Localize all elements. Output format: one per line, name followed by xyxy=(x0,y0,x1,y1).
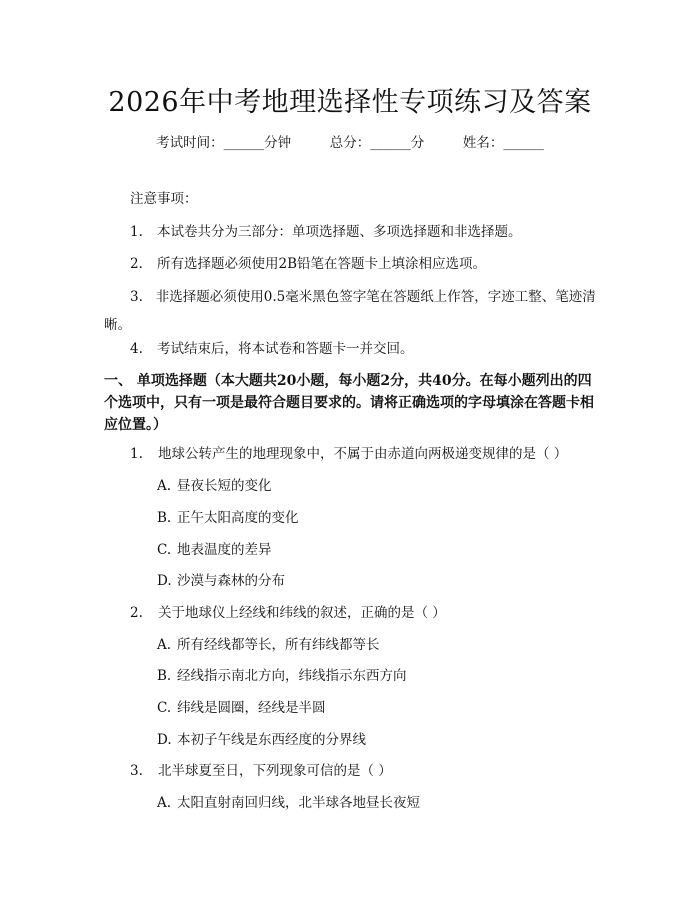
time-label: 考试时间： xyxy=(156,135,224,151)
option-item xyxy=(157,504,299,532)
option-letter: B. xyxy=(157,668,172,684)
option-item xyxy=(157,789,420,817)
option-text: 地表温度的差异 xyxy=(177,542,272,558)
option-letter: A. xyxy=(157,637,172,653)
question-text: 北半球夏至日，下列现象可信的是（ ） xyxy=(158,763,392,779)
option-letter: D. xyxy=(157,573,172,589)
note-text: 本试卷共分为三部分：单项选择题、多项选择题和非选择题。 xyxy=(157,224,522,240)
note-number: 1. xyxy=(130,224,143,240)
option-text: 本初子午线是东西经度的分界线 xyxy=(177,732,366,748)
option-text: 昼夜长短的变化 xyxy=(177,478,272,494)
note-number: 2. xyxy=(130,256,143,272)
note-text: 所有选择题必须使用2B铅笔在答题卡上填涂相应选项。 xyxy=(157,256,487,272)
option-text: 纬线是圆圈，经线是半圆 xyxy=(177,700,326,716)
question-number: 3. xyxy=(130,763,143,779)
name-blank: ______ xyxy=(503,135,544,151)
score-unit: 分 xyxy=(410,135,425,151)
note-item xyxy=(130,218,522,246)
question-stem xyxy=(130,757,392,785)
time-blank: ______ xyxy=(223,135,265,151)
option-text: 沙漠与森林的分布 xyxy=(177,573,285,589)
option-item xyxy=(157,726,366,754)
exam-info-line xyxy=(0,131,700,151)
section-heading: 一、 单项选择题（本大题共20小题，每小题2分，共40分。在每小题列出的四个选项中，只有一项是最符合题目要求的。请将正确选项的字母填涂在答题卡相应位置。） xyxy=(104,373,594,433)
option-item xyxy=(157,631,380,659)
option-letter: D. xyxy=(157,732,172,748)
question-text: 关于地球仪上经线和纬线的叙述，正确的是（ ） xyxy=(158,605,446,621)
option-text: 太阳直射南回归线，北半球各地昼长夜短 xyxy=(177,795,420,811)
question-text: 地球公转产生的地理现象中，不属于由赤道向两极递变规律的是（ ） xyxy=(158,446,568,462)
document-title: 2026年中考地理选择性专项练习及答案 xyxy=(108,87,592,118)
option-letter: C. xyxy=(157,700,172,716)
option-text: 经线指示南北方向，纬线指示东西方向 xyxy=(177,668,407,684)
option-letter: A. xyxy=(157,478,172,494)
option-item xyxy=(157,694,326,722)
note-text: 考试结束后，将本试卷和答题卡一并交回。 xyxy=(157,341,414,357)
note-item xyxy=(104,283,604,339)
note-text: 非选择题必须使用0.5毫米黑色签字笔在答题纸上作答，字迹工整、笔迹清晰。 xyxy=(104,289,596,333)
time-unit: 分钟 xyxy=(264,135,292,151)
option-item xyxy=(157,567,285,595)
option-letter: A. xyxy=(157,795,172,811)
note-number: 3. xyxy=(130,289,143,305)
note-item xyxy=(130,250,486,278)
option-letter: C. xyxy=(157,542,172,558)
name-label: 姓名： xyxy=(462,135,504,151)
notes-title: 注意事项： xyxy=(130,191,198,207)
question-number: 1. xyxy=(130,446,143,462)
option-item xyxy=(157,536,272,564)
option-letter: B. xyxy=(157,510,172,526)
question-stem xyxy=(130,440,567,468)
score-blank: ______ xyxy=(370,135,411,151)
question-stem xyxy=(130,599,446,627)
question-number: 2. xyxy=(130,605,143,621)
option-text: 正午太阳高度的变化 xyxy=(177,510,299,526)
note-item xyxy=(130,335,414,363)
option-text: 所有经线都等长，所有纬线都等长 xyxy=(177,637,380,653)
note-number: 4. xyxy=(130,341,143,357)
score-label: 总分： xyxy=(329,135,371,151)
option-item xyxy=(157,662,407,690)
option-item xyxy=(157,472,272,500)
